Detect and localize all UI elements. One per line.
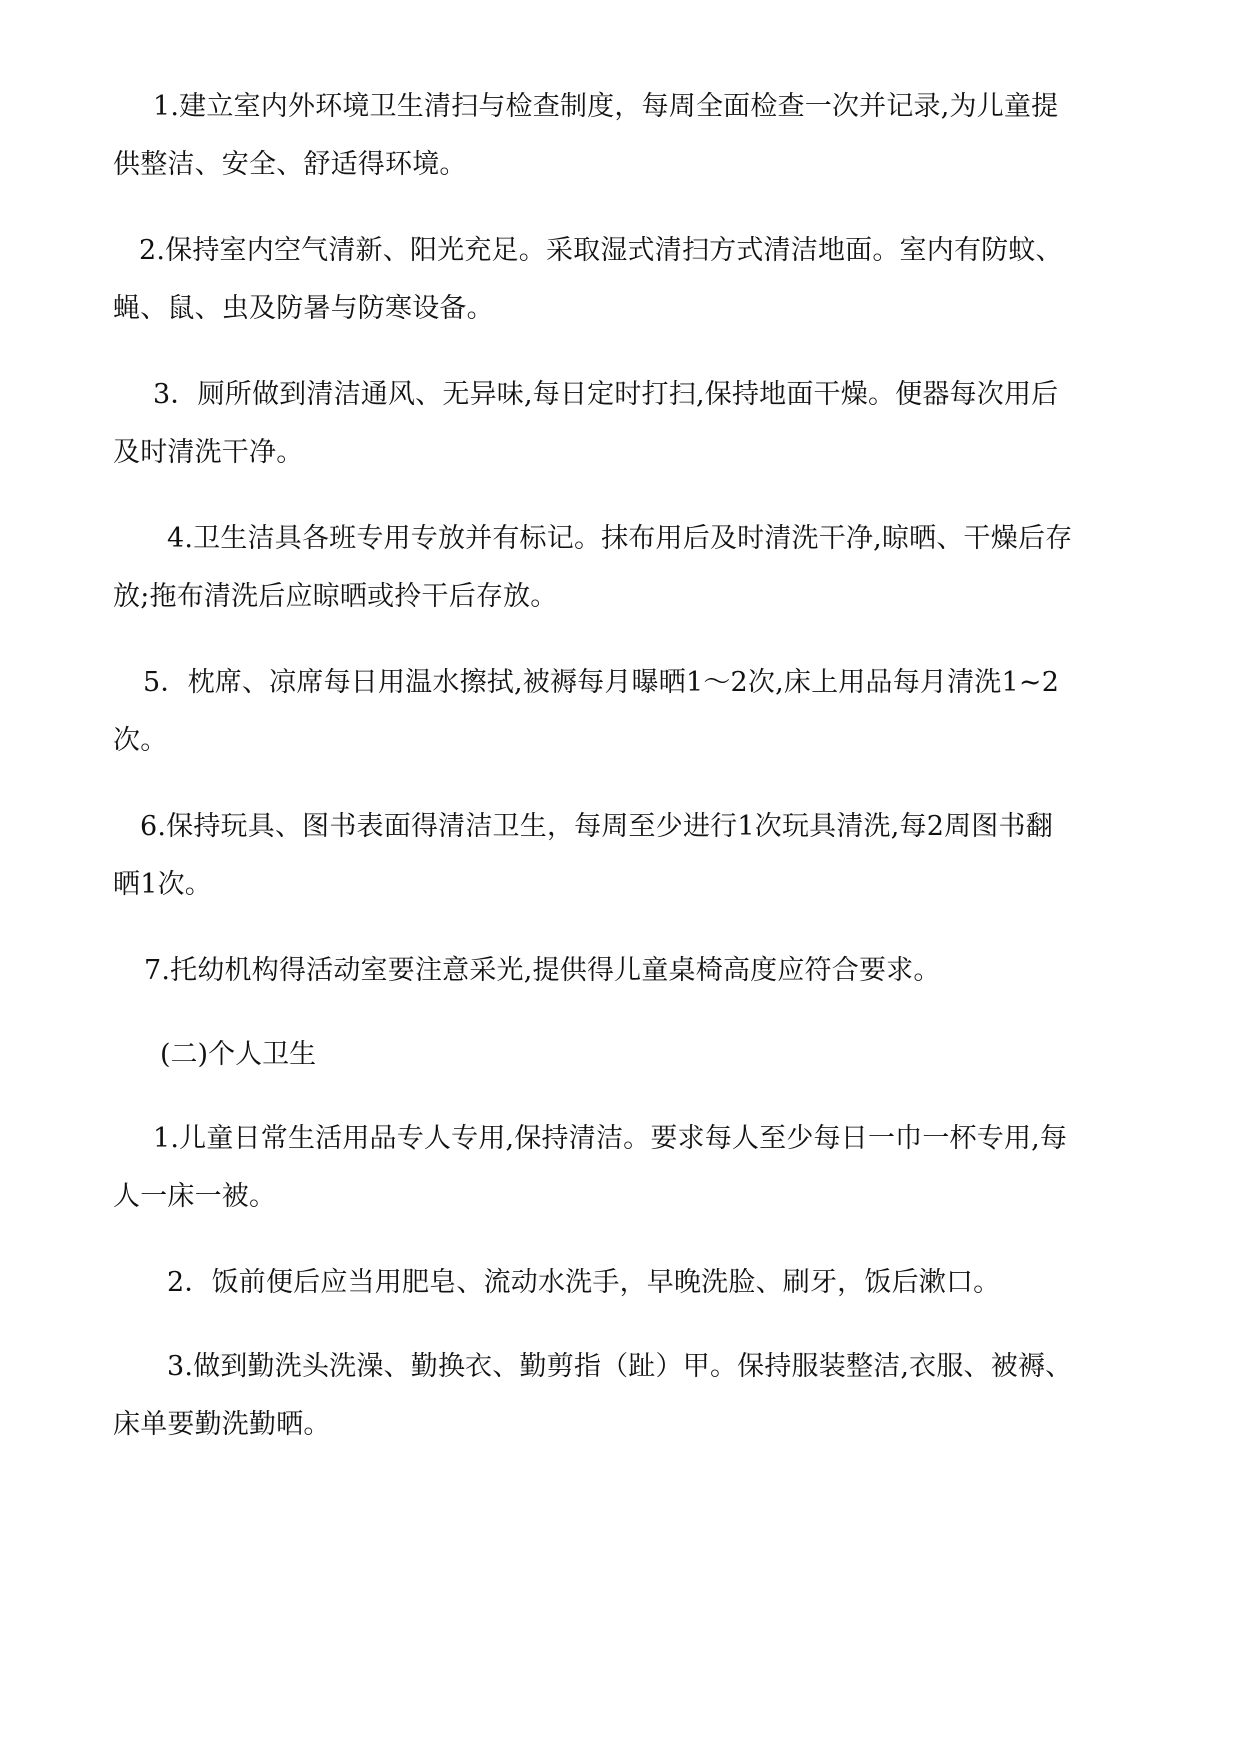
paragraph-environment-3 xyxy=(113,366,1133,482)
paragraph-environment-1 xyxy=(113,78,1133,194)
paragraph-line: 人一床一被。 xyxy=(113,1181,277,1212)
paragraph-line: 供整洁、安全、舒适得环境。 xyxy=(113,149,467,180)
paragraph-line: 6.保持玩具、图书表面得清洁卫生，每周至少进行1次玩具清洗,每2周图书翻 xyxy=(140,811,1053,842)
paragraph-line: 2．饭前便后应当用肥皂、流动水洗手，早晚洗脸、刷牙，饭后漱口。 xyxy=(167,1267,1001,1298)
paragraph-personal-3 xyxy=(113,1338,1133,1454)
paragraph-line: 次。 xyxy=(113,725,168,756)
paragraph-line: 4.卫生洁具各班专用专放并有标记。抹布用后及时清洗干净,晾晒、干燥后存 xyxy=(167,523,1073,554)
paragraph-personal-1 xyxy=(113,1110,1133,1226)
paragraph-line: 放;拖布清洗后应晾晒或拎干后存放。 xyxy=(113,581,558,612)
paragraph-line: 床单要勤洗勤晒。 xyxy=(113,1409,331,1440)
section-heading: (二)个人卫生 xyxy=(160,1039,317,1070)
paragraph-line: 晒1次。 xyxy=(113,869,212,900)
paragraph-environment-6 xyxy=(113,798,1133,914)
paragraph-line: 3.做到勤洗头洗澡、勤换衣、勤剪指（趾）甲。保持服装整洁,衣服、被褥、 xyxy=(167,1351,1073,1382)
paragraph-line: 2.保持室内空气清新、阳光充足。采取湿式清扫方式清洁地面。室内有防蚊、 xyxy=(139,235,1063,266)
paragraph-line: 3．厕所做到清洁通风、无异味,每日定时打扫,保持地面干燥。便器每次用后 xyxy=(153,379,1059,410)
paragraph-line: 蝇、鼠、虫及防暑与防寒设备。 xyxy=(113,293,494,324)
paragraph-environment-5 xyxy=(113,654,1133,770)
paragraph-personal-2 xyxy=(113,1254,1133,1312)
paragraph-line: 1.建立室内外环境卫生清扫与检查制度，每周全面检查一次并记录,为儿童提 xyxy=(153,91,1059,122)
paragraph-line: 1.儿童日常生活用品专人专用,保持清洁。要求每人至少每日一巾一杯专用,每 xyxy=(153,1123,1068,1154)
paragraph-line: 7.托幼机构得活动室要注意采光,提供得儿童桌椅高度应符合要求。 xyxy=(144,955,941,986)
paragraph-environment-7 xyxy=(113,942,1133,1000)
paragraph-line: 及时清洗干净。 xyxy=(113,437,304,468)
paragraph-environment-4 xyxy=(113,510,1133,626)
paragraph-line: 5．枕席、凉席每日用温水擦拭,被褥每月曝晒1～2次,床上用品每月清洗1~2 xyxy=(143,667,1060,698)
paragraph-environment-2 xyxy=(113,222,1133,338)
